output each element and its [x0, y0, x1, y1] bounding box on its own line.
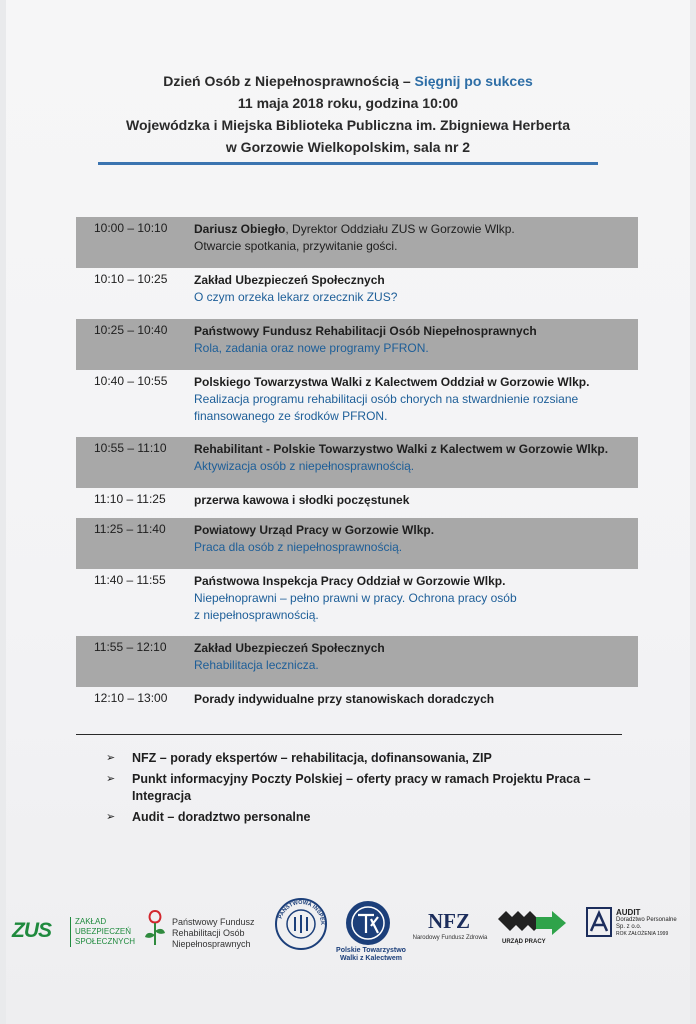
- schedule-organizer: [194, 492, 634, 509]
- schedule-time: 12:10 – 13:00: [94, 691, 168, 705]
- schedule-row: [76, 319, 638, 370]
- list-item: [106, 771, 606, 805]
- schedule-row: [76, 636, 638, 687]
- schedule-description: [194, 441, 634, 475]
- arrow-bullet-icon: ➢: [106, 773, 116, 785]
- arrow-bullet-icon: ➢: [106, 811, 116, 823]
- schedule-line-2: Aktywizacja osób z niepełnosprawnością.: [194, 459, 415, 473]
- ptwzk-logo-text: Polskie Towarzystwo Walki z Kalectwem: [336, 947, 406, 962]
- schedule-organizer: [194, 522, 634, 539]
- svg-text:PAŃSTWOWA INSPEKCJA PRACY: [274, 897, 325, 925]
- date-line: 11 maja 2018 roku, godzina 10:00: [237, 95, 459, 111]
- schedule-description: [194, 522, 634, 556]
- schedule-row: [76, 518, 638, 569]
- schedule-line-1: Porady indywidualne przy stanowiskach doradczych: [194, 692, 495, 706]
- nfz-logo: NFZ: [428, 909, 470, 933]
- schedule-line-2: Praca dla osób z niepełnosprawnością.: [194, 540, 403, 554]
- pip-seal-icon: [274, 897, 328, 951]
- schedule-time: 11:40 – 11:55: [94, 573, 166, 587]
- schedule-time: 11:55 – 12:10: [94, 640, 167, 654]
- list-item: [106, 750, 606, 767]
- title-dash: –: [398, 73, 415, 89]
- title-line: [6, 70, 690, 92]
- venue-line-2: w Gorzowie Wielkopolskim, sala nr 2: [225, 139, 471, 155]
- schedule-time: 10:55 – 11:10: [94, 441, 167, 455]
- partner-logos: [6, 895, 690, 975]
- schedule-description: [194, 640, 634, 674]
- schedule-line-2: Niepełnoprawni – pełno prawni w pracy. Ochrona pracy osób: [194, 591, 517, 605]
- audit-logo-text: [616, 909, 682, 937]
- list-item-text: NFZ – porady ekspertów – rehabilitacja, dofinansowania, ZIP: [132, 751, 492, 765]
- schedule-time: 10:10 – 10:25: [94, 272, 168, 286]
- audit-subtitle: Doradztwo Personalne Sp. z o.o.: [616, 917, 677, 930]
- schedule-line-2: Otwarcie spotkania, przywitanie gości.: [194, 239, 398, 253]
- schedule-table: [76, 217, 638, 717]
- document-page: [6, 0, 690, 1024]
- extras-list: [106, 750, 606, 830]
- list-item: [106, 809, 606, 826]
- schedule-time: 10:00 – 10:10: [94, 221, 168, 235]
- event-slogan: Sięgnij po sukces: [414, 73, 533, 89]
- schedule-time: 10:25 – 10:40: [94, 323, 168, 337]
- schedule-time: 10:40 – 10:55: [94, 374, 168, 388]
- header-divider: [98, 162, 598, 165]
- schedule-description: [194, 272, 634, 306]
- schedule-line-1: Państwowa Inspekcja Pracy Oddział w Gorzowie Wlkp.: [194, 574, 506, 588]
- schedule-line-1: Rehabilitant - Polskie Towarzystwo Walki z Kalectwem w Gorzowie Wlkp.: [194, 442, 609, 456]
- schedule-row: [76, 437, 638, 488]
- audit-title: AUDIT: [616, 908, 641, 917]
- pfron-logo-text: Państwowy Fundusz Rehabilitacji Osób Niepełnosprawnych: [172, 917, 255, 949]
- zus-logo-text: ZAKŁAD UBEZPIECZEŃ SPOŁECZNYCH: [70, 917, 137, 947]
- pfron-flower-icon: [142, 907, 168, 947]
- list-item-text: Punkt informacyjny Poczty Polskiej – oferty pracy w ramach Projektu Praca – Integracja: [132, 772, 591, 803]
- schedule-line-1: Zakład Ubezpieczeń Społecznych: [194, 273, 385, 287]
- urzad-pracy-logo-text: URZĄD PRACY: [502, 939, 546, 945]
- schedule-description: [194, 573, 634, 624]
- schedule-line-3: z niepełnosprawnością.: [194, 608, 319, 622]
- schedule-organizer: [194, 441, 634, 458]
- schedule-description: [194, 374, 634, 425]
- list-item-text: Audit – doradztwo personalne: [132, 810, 311, 824]
- venue-line-1: Wojewódzka i Miejska Biblioteka Publiczna im. Zbigniewa Herberta: [126, 117, 570, 133]
- schedule-line-2: Rehabilitacja lecznicza.: [194, 658, 319, 672]
- schedule-speaker-name: Dariusz Obiegło: [194, 222, 286, 236]
- audit-since: ROK ZAŁOŻENIA 1999: [616, 931, 669, 937]
- schedule-line-2: Realizacja programu rehabilitacji osób chorych na stwardnienie rozsiane: [194, 392, 579, 406]
- schedule-organizer: [194, 374, 634, 391]
- schedule-row: [76, 488, 638, 518]
- schedule-line-1: , Dyrektor Oddziału ZUS w Gorzowie Wlkp.: [285, 222, 515, 236]
- schedule-organizer: [194, 221, 634, 238]
- schedule-row: [76, 370, 638, 437]
- schedule-time: 11:10 – 11:25: [94, 492, 166, 506]
- schedule-time: 11:25 – 11:40: [94, 522, 166, 536]
- schedule-description: [194, 221, 634, 255]
- schedule-description: [194, 492, 634, 509]
- ptwzk-emblem-icon: [344, 899, 392, 947]
- arrow-bullet-icon: ➢: [106, 752, 116, 764]
- audit-logo-icon: [586, 907, 612, 937]
- schedule-organizer: [194, 691, 634, 708]
- zus-logo: ZUS: [12, 919, 51, 942]
- schedule-line-1: Polskiego Towarzystwa Walki z Kalectwem Oddział w Gorzowie Wlkp.: [194, 375, 590, 389]
- schedule-description: [194, 323, 634, 357]
- schedule-row: [76, 268, 638, 319]
- schedule-line-1: przerwa kawowa i słodki poczęstunek: [194, 493, 410, 507]
- event-title: Dzień Osób z Niepełnosprawnością: [163, 73, 399, 89]
- schedule-line-2: Rola, zadania oraz nowe programy PFRON.: [194, 341, 429, 355]
- schedule-organizer: [194, 640, 634, 657]
- schedule-line-1: Zakład Ubezpieczeń Społecznych: [194, 641, 385, 655]
- schedule-line-2: O czym orzeka lekarz orzecznik ZUS?: [194, 290, 398, 304]
- schedule-organizer: [194, 272, 634, 289]
- schedule-description: [194, 691, 634, 708]
- document-header: [6, 70, 690, 158]
- schedule-line-3: finansowanego ze środków PFRON.: [194, 409, 388, 423]
- nfz-logo-text: Narodowy Fundusz Zdrowia: [412, 935, 488, 941]
- schedule-row: [76, 687, 638, 717]
- schedule-line-1: Państwowy Fundusz Rehabilitacji Osób Niepełnosprawnych: [194, 324, 537, 338]
- urzad-pracy-arrow-icon: [496, 909, 568, 939]
- pip-seal-text: PAŃSTWOWA INSPEK: [277, 899, 326, 926]
- schedule-divider: [76, 734, 622, 735]
- schedule-line-1: Powiatowy Urząd Pracy w Gorzowie Wlkp.: [194, 523, 435, 537]
- schedule-organizer: [194, 323, 634, 340]
- schedule-row: [76, 569, 638, 636]
- schedule-row: [76, 217, 638, 268]
- schedule-organizer: [194, 573, 634, 590]
